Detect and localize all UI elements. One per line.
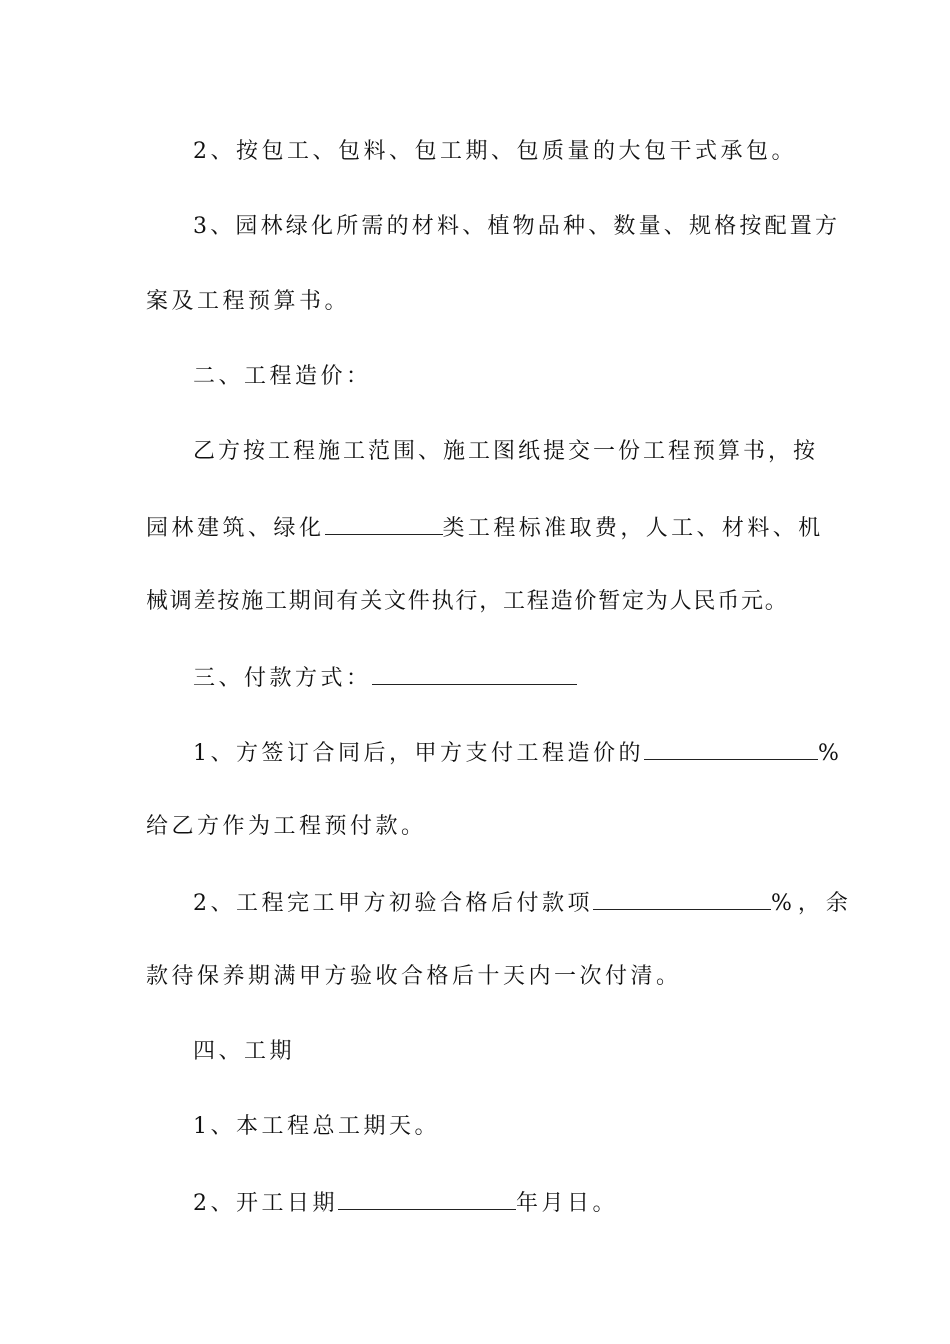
clause-cost-2 xyxy=(146,512,824,544)
clause-payment-2 xyxy=(193,887,854,919)
paragraph-text: 案及工程预算书。 xyxy=(146,289,351,314)
paragraph-text: 2、工程完工甲方初验合格后付款项 xyxy=(193,891,593,916)
section-heading: 二、工程造价： xyxy=(193,364,372,389)
section-heading-payment xyxy=(193,662,806,694)
paragraph-text: % xyxy=(818,741,839,766)
fill-in-blank[interactable] xyxy=(338,1187,516,1210)
paragraph-text: 2、开工日期 xyxy=(193,1191,338,1216)
clause-contract-type xyxy=(193,137,806,167)
clause-materials-cont xyxy=(146,287,806,317)
paragraph-text: 乙方按工程施工范围、施工图纸提交一份工程预算书，按 xyxy=(193,439,819,464)
paragraph-text: 1、方签订合同后，甲方支付工程造价的 xyxy=(193,741,644,766)
paragraph-text: 械调差按施工期间有关文件执行，工程造价暂定为人民币元。 xyxy=(146,589,789,614)
fill-in-blank[interactable] xyxy=(325,512,443,535)
clause-schedule-1 xyxy=(193,1112,806,1142)
fill-in-blank[interactable] xyxy=(644,737,818,760)
paragraph-text: 3、园林绿化所需的材料、植物品种、数量、规格按配置方 xyxy=(193,214,841,239)
clause-payment-1 xyxy=(193,737,839,769)
clause-cost-3 xyxy=(146,587,806,617)
paragraph-text: 年月日。 xyxy=(516,1191,619,1216)
paragraph-text: 1、本工程总工期天。 xyxy=(193,1114,440,1139)
paragraph-text: 款待保养期满甲方验收合格后十天内一次付清。 xyxy=(146,964,682,989)
section-heading-schedule xyxy=(193,1037,806,1067)
paragraph-text: 给乙方作为工程预付款。 xyxy=(146,814,427,839)
paragraph-text: 园林建筑、绿化 xyxy=(146,516,325,541)
section-heading: 三、付款方式： xyxy=(193,666,372,691)
clause-payment-2-cont xyxy=(146,962,806,992)
clause-schedule-2 xyxy=(193,1187,806,1219)
fill-in-blank[interactable] xyxy=(372,662,577,685)
clause-cost-1 xyxy=(193,437,819,467)
clause-materials xyxy=(193,212,841,242)
section-heading-cost xyxy=(193,362,806,392)
paragraph-text: 类工程标准取费，人工、材料、机 xyxy=(442,516,824,541)
paragraph-text: %，余 xyxy=(771,891,854,916)
section-heading: 四、工期 xyxy=(193,1039,296,1064)
paragraph-text: 2、按包工、包料、包工期、包质量的大包干式承包。 xyxy=(193,139,797,164)
clause-payment-1-cont xyxy=(146,812,806,842)
fill-in-blank[interactable] xyxy=(593,887,771,910)
